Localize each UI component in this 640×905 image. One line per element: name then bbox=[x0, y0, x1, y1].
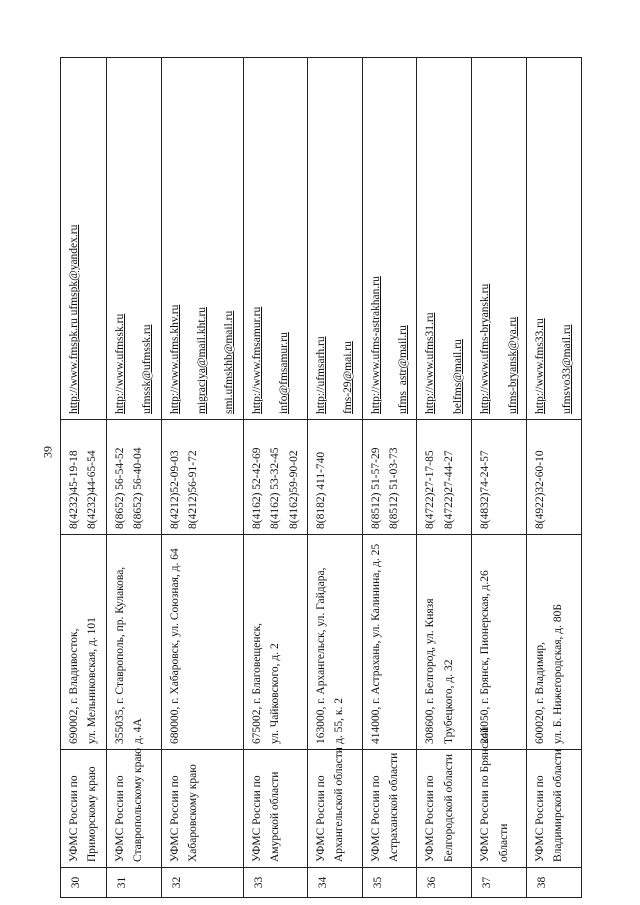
office-name-line: Владимирской области bbox=[552, 748, 565, 862]
table-row bbox=[106, 58, 161, 898]
phone-number: 8(8182) 411-740 bbox=[314, 451, 327, 529]
office-name-cell bbox=[243, 750, 307, 868]
contacts-cell bbox=[61, 58, 107, 420]
office-name-line: Амурской области bbox=[269, 771, 282, 862]
office-name-line: области bbox=[497, 823, 510, 862]
office-name-cell bbox=[527, 750, 582, 868]
phone-number: 8(4162) 53-32-45 bbox=[269, 447, 282, 529]
row-number-cell: 31 bbox=[106, 868, 161, 898]
website-link[interactable]: http://www.fmsamur.ru bbox=[250, 306, 263, 414]
address-cell bbox=[362, 535, 417, 750]
phone-number: 8(4922)32-60-10 bbox=[534, 450, 547, 529]
website-link[interactable]: http://www.ufms-astrakhan.ru bbox=[369, 276, 382, 414]
office-name-cell bbox=[106, 747, 161, 868]
address-line: д. 4А bbox=[132, 718, 145, 744]
contacts-cell bbox=[106, 58, 161, 420]
table-row bbox=[161, 58, 243, 898]
table-row bbox=[307, 58, 362, 898]
phone-number: 8(8652) 56-40-04 bbox=[132, 447, 145, 529]
website-link[interactable]: http://www.ufms31.ru bbox=[424, 312, 437, 414]
address-line: Трубецкого, д. 32 bbox=[442, 659, 455, 744]
address-cell bbox=[307, 535, 362, 750]
office-name-line: УФМС России по bbox=[314, 775, 327, 862]
office-name-cell bbox=[472, 726, 527, 868]
address-line: 308600, г. Белгород, ул. Князя bbox=[424, 598, 437, 744]
phone-cell bbox=[417, 420, 472, 535]
address-cell bbox=[243, 535, 307, 750]
office-name-line: Астраханской области bbox=[388, 752, 401, 862]
fms-directory-table bbox=[60, 57, 582, 898]
address-line: д. 55, к. 2 bbox=[333, 698, 346, 744]
row-number-cell: 35 bbox=[362, 868, 417, 898]
table-row bbox=[243, 58, 307, 898]
phone-number: 8(8652) 56-54-52 bbox=[113, 447, 126, 529]
phone-number: 8(4722)27-44-27 bbox=[442, 450, 455, 529]
office-name-line: Архангельской области bbox=[333, 747, 346, 862]
phone-cell bbox=[243, 420, 307, 535]
office-name-line: Белгородской области bbox=[442, 754, 455, 862]
phone-number: 8(4212)52-09-03 bbox=[168, 450, 181, 529]
office-name-cell bbox=[307, 747, 362, 868]
phone-number: 8(4162)59-90-02 bbox=[287, 450, 300, 529]
contacts-cell bbox=[243, 58, 307, 420]
phone-cell bbox=[161, 420, 243, 535]
table-row bbox=[61, 58, 107, 898]
phone-number: 8(4232)44-65-54 bbox=[86, 450, 99, 529]
office-name-cell bbox=[417, 750, 472, 868]
website-link[interactable]: http://ufmsarh.ru bbox=[314, 336, 327, 414]
rotated-table-container bbox=[60, 58, 580, 898]
office-name-line: УФМС России по bbox=[534, 775, 547, 862]
phone-cell bbox=[527, 420, 582, 535]
table-row bbox=[527, 58, 582, 898]
address-cell bbox=[61, 535, 107, 750]
phone-cell bbox=[61, 420, 107, 535]
page-number: 39 bbox=[40, 446, 55, 458]
office-name-line: УФМС России по bbox=[424, 775, 437, 862]
address-line: 690002, г. Владивосток, bbox=[68, 628, 80, 744]
row-number-cell: 30 bbox=[61, 868, 107, 898]
phone-number: 8(4832)74-24-57 bbox=[479, 450, 492, 529]
email-link[interactable]: ufms-bryansk@ya.ru bbox=[506, 316, 519, 414]
address-line: ул. Чайковского, д. 2 bbox=[269, 643, 282, 744]
office-name-line: УФМС России по bbox=[113, 775, 126, 862]
website-link[interactable]: http://www.fms33.ru bbox=[534, 318, 547, 414]
row-number-cell: 38 bbox=[527, 868, 582, 898]
email-link[interactable]: info@fmsamur.ru bbox=[278, 332, 291, 414]
address-line: 675002, г. Благовещенск, bbox=[250, 622, 263, 744]
table-row bbox=[362, 58, 417, 898]
address-line: 241050, г. Брянск, Пионерская, д.26 bbox=[479, 570, 492, 744]
website-link[interactable]: http://www.ufmssk.ru bbox=[113, 313, 126, 414]
phone-number: 8(8512) 51-57-29 bbox=[369, 447, 382, 529]
contacts-cell bbox=[417, 58, 472, 420]
office-name-line: УФМС России по bbox=[68, 775, 80, 862]
phone-number: 8(4212)56-91-72 bbox=[186, 450, 199, 529]
website-link[interactable]: http://www.ufms.khv.ru bbox=[168, 304, 181, 414]
row-number-cell: 37 bbox=[472, 868, 527, 898]
phone-cell bbox=[106, 420, 161, 535]
email-link[interactable]: migraciya@mail.kht.ru bbox=[195, 306, 208, 414]
address-line: 680000, г. Хабаровск, ул. Союзная, д. 64 bbox=[168, 548, 181, 744]
office-name-cell bbox=[362, 750, 417, 868]
table-row bbox=[472, 58, 527, 898]
row-number-cell: 34 bbox=[307, 868, 362, 898]
address-cell bbox=[527, 535, 582, 750]
contacts-cell bbox=[362, 58, 417, 420]
contacts-cell bbox=[472, 58, 527, 420]
phone-cell bbox=[307, 420, 362, 535]
office-name-line: Приморскому краю bbox=[86, 766, 99, 862]
contacts-cell bbox=[307, 58, 362, 420]
address-cell bbox=[106, 535, 161, 750]
website-link[interactable]: http://www.fmspk.ru ufmspk@yandex.ru bbox=[68, 224, 80, 414]
office-name-cell bbox=[161, 750, 243, 868]
address-cell bbox=[161, 535, 243, 750]
contacts-cell bbox=[161, 58, 243, 420]
phone-number: 8(4722)27-17-85 bbox=[424, 450, 437, 529]
email-link[interactable]: belfms@mail.ru bbox=[451, 339, 464, 414]
address-cell bbox=[417, 535, 472, 750]
table-row bbox=[417, 58, 472, 898]
email-link[interactable]: fms-29@mai.ru bbox=[342, 341, 355, 414]
office-name-line: Хабаровскому краю bbox=[186, 764, 199, 862]
office-name-line: УФМС России по Брянской bbox=[479, 726, 492, 862]
address-cell bbox=[472, 535, 527, 750]
row-number-cell: 36 bbox=[417, 868, 472, 898]
address-line: 414000, г. Астрахань, ул. Калинина, д. 25 bbox=[369, 543, 382, 744]
email-link[interactable]: smi.ufmskhb@mail.ru bbox=[223, 310, 236, 414]
address-line: ул. Б. Нижегородская, д. 80Б bbox=[552, 603, 565, 744]
phone-number: 8(4232)45-19-18 bbox=[68, 450, 80, 529]
phone-number: 8(4162) 52-42-69 bbox=[250, 447, 263, 529]
address-line: 163000, г. Архангельск, ул. Гайдара, bbox=[314, 567, 327, 744]
office-name-line: УФМС России по bbox=[250, 775, 263, 862]
address-line: 600020, г. Владимир, bbox=[534, 642, 547, 744]
phone-cell bbox=[472, 420, 527, 535]
address-line: 355035, г. Ставрополь, пр. Кулакова, bbox=[113, 566, 126, 744]
office-name-cell bbox=[61, 750, 107, 868]
row-number-cell: 33 bbox=[243, 868, 307, 898]
contacts-cell bbox=[527, 58, 582, 420]
row-number-cell: 32 bbox=[161, 868, 243, 898]
office-name-line: УФМС России по bbox=[168, 775, 181, 862]
office-name-line: УФМС России по bbox=[369, 775, 382, 862]
phone-cell bbox=[362, 420, 417, 535]
office-name-line: Ставропольскому краю bbox=[132, 747, 145, 862]
email-link[interactable]: ufmssk@ufmssk.ru bbox=[141, 324, 154, 414]
address-line: ул. Мельниковская, д. 101 bbox=[86, 617, 99, 744]
website-link[interactable]: http://www.ufms-bryansk.ru bbox=[479, 283, 492, 414]
phone-number: 8(8512) 51-03-73 bbox=[388, 447, 401, 529]
email-link[interactable]: ufms_astr@mail.ru bbox=[397, 325, 410, 414]
email-link[interactable]: ufmsvo33@mail.ru bbox=[561, 324, 574, 414]
